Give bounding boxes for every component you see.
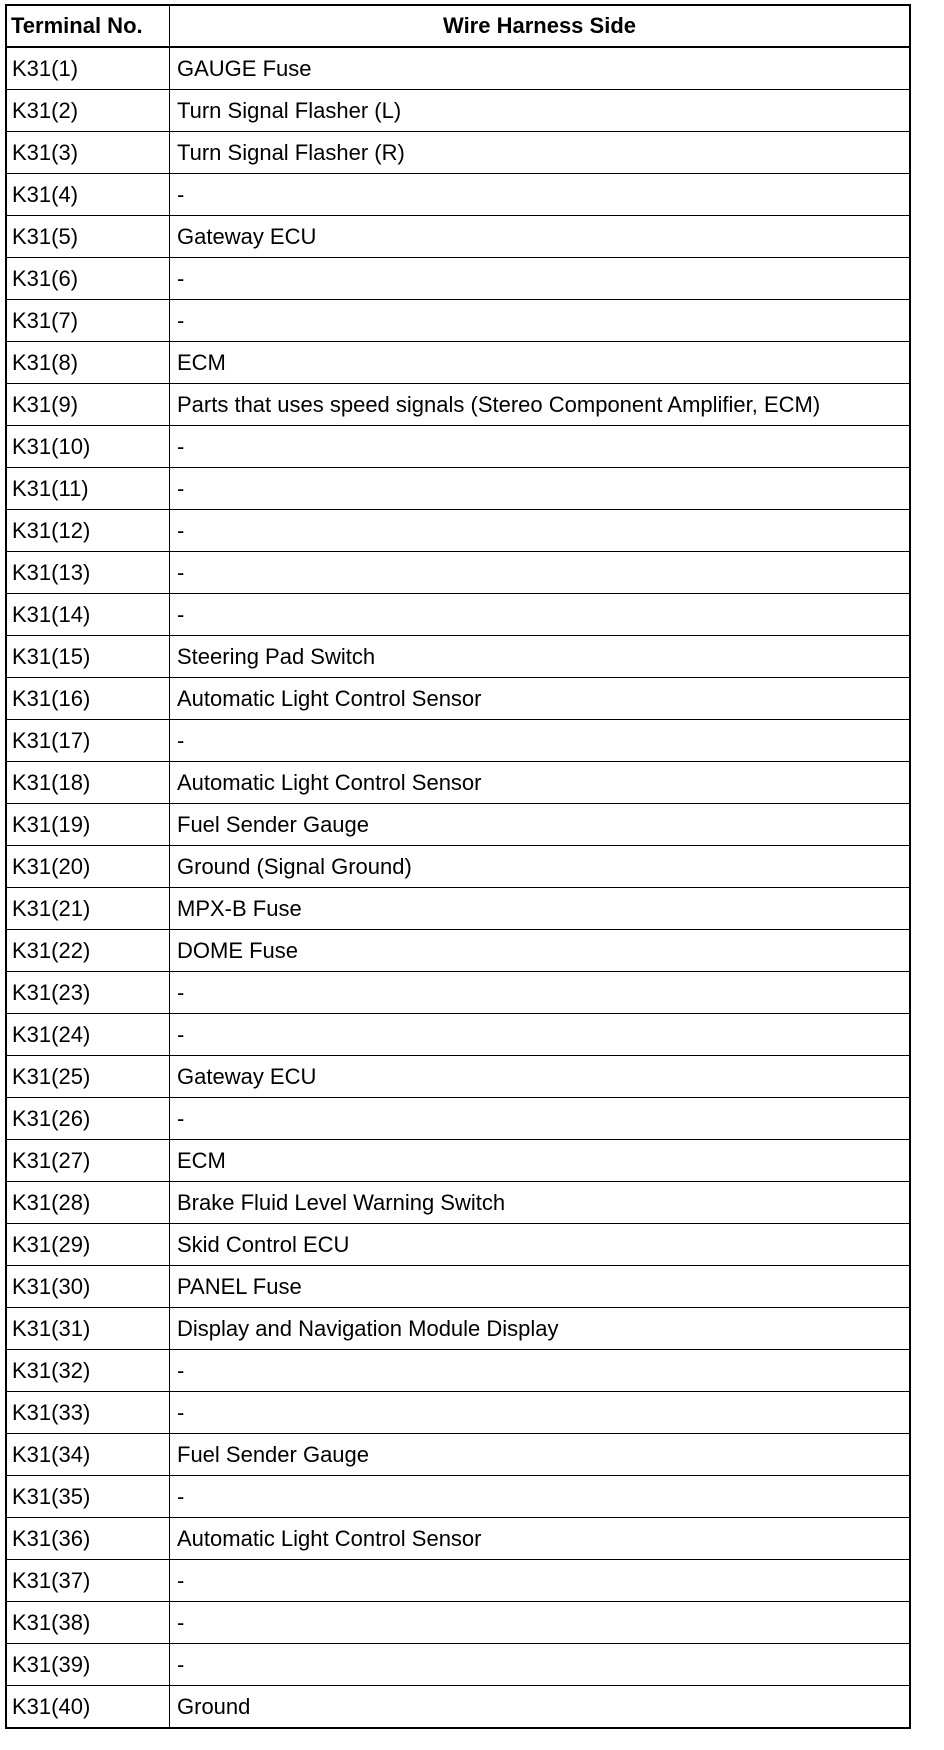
wire-harness-cell: - — [177, 1651, 185, 1677]
terminal-cell: K31(39) — [7, 1644, 170, 1685]
terminal-cell: K31(13) — [7, 552, 170, 593]
wire-harness-cell: Automatic Light Control Sensor — [177, 769, 482, 795]
wire-harness-cell: GAUGE Fuse — [177, 55, 312, 81]
table-row — [7, 510, 909, 552]
wire-harness-cell: Gateway ECU — [177, 1063, 317, 1089]
table-row — [7, 1644, 909, 1686]
table-row — [7, 762, 909, 804]
table-row — [7, 1056, 909, 1098]
terminal-cell: K31(29) — [7, 1224, 170, 1265]
terminal-cell: K31(20) — [7, 846, 170, 887]
terminal-cell: K31(10) — [7, 426, 170, 467]
table-row — [7, 426, 909, 468]
table-row — [7, 90, 909, 132]
table-row — [7, 1560, 909, 1602]
terminal-cell: K31(34) — [7, 1434, 170, 1475]
terminal-cell: K31(18) — [7, 762, 170, 803]
terminal-cell: K31(11) — [7, 468, 170, 509]
wire-harness-cell: - — [177, 307, 185, 333]
terminal-cell: K31(5) — [7, 216, 170, 257]
table-row — [7, 636, 909, 678]
terminal-cell: K31(31) — [7, 1308, 170, 1349]
wire-harness-cell: Automatic Light Control Sensor — [177, 1525, 482, 1551]
table-row — [7, 1434, 909, 1476]
table-row — [7, 216, 909, 258]
table-row — [7, 1518, 909, 1560]
terminal-cell: K31(36) — [7, 1518, 170, 1559]
wire-harness-cell: Fuel Sender Gauge — [177, 811, 370, 837]
terminal-cell: K31(27) — [7, 1140, 170, 1181]
table-row — [7, 552, 909, 594]
table-row — [7, 720, 909, 762]
table-row — [7, 300, 909, 342]
table-row — [7, 258, 909, 300]
table-row — [7, 1392, 909, 1434]
wire-harness-cell: - — [177, 1021, 185, 1047]
terminal-cell: K31(32) — [7, 1350, 170, 1391]
wire-harness-cell: PANEL Fuse — [177, 1273, 302, 1299]
table-row — [7, 930, 909, 972]
wire-harness-cell: Display and Navigation Module Display — [177, 1315, 559, 1341]
terminal-cell: K31(38) — [7, 1602, 170, 1643]
header-wire-harness-side: Wire Harness Side — [443, 13, 636, 38]
terminal-cell: K31(9) — [7, 384, 170, 425]
wire-harness-cell: - — [177, 1399, 185, 1425]
terminal-cell: K31(40) — [7, 1686, 170, 1727]
terminal-cell: K31(7) — [7, 300, 170, 341]
wire-harness-cell: Parts that uses speed signals (Stereo Component Amplifier, ECM) — [177, 391, 821, 417]
wire-harness-cell: - — [177, 559, 185, 585]
table-body — [7, 48, 909, 1727]
terminal-cell: K31(28) — [7, 1182, 170, 1223]
wire-harness-cell: Ground — [177, 1693, 251, 1719]
table-row — [7, 1182, 909, 1224]
table-row — [7, 1476, 909, 1518]
table-row — [7, 1014, 909, 1056]
table-header-row — [7, 6, 909, 48]
terminal-cell: K31(30) — [7, 1266, 170, 1307]
terminal-cell: K31(25) — [7, 1056, 170, 1097]
wire-harness-cell: - — [177, 727, 185, 753]
wire-harness-cell: Fuel Sender Gauge — [177, 1441, 370, 1467]
wire-harness-cell: - — [177, 1357, 185, 1383]
table-row — [7, 384, 909, 426]
terminal-cell: K31(4) — [7, 174, 170, 215]
terminal-cell: K31(16) — [7, 678, 170, 719]
terminal-cell: K31(2) — [7, 90, 170, 131]
table-row — [7, 678, 909, 720]
wire-harness-cell: Automatic Light Control Sensor — [177, 685, 482, 711]
wire-harness-cell: Turn Signal Flasher (R) — [177, 139, 405, 165]
wire-harness-cell: ECM — [177, 1147, 226, 1173]
wire-harness-cell: DOME Fuse — [177, 937, 299, 963]
table-row — [7, 1266, 909, 1308]
table-row — [7, 48, 909, 90]
terminal-cell: K31(24) — [7, 1014, 170, 1055]
table-row — [7, 1686, 909, 1727]
table-row — [7, 804, 909, 846]
wire-harness-cell: - — [177, 1609, 185, 1635]
wire-harness-cell: Steering Pad Switch — [177, 643, 376, 669]
terminal-cell: K31(26) — [7, 1098, 170, 1139]
terminal-cell: K31(37) — [7, 1560, 170, 1601]
terminal-cell: K31(14) — [7, 594, 170, 635]
table-row — [7, 342, 909, 384]
table-row — [7, 132, 909, 174]
terminal-cell: K31(19) — [7, 804, 170, 845]
wire-harness-cell: - — [177, 1483, 185, 1509]
terminal-cell: K31(1) — [7, 48, 170, 89]
wire-harness-cell: - — [177, 1567, 185, 1593]
header-terminal-no: Terminal No. — [7, 6, 170, 46]
table-row — [7, 888, 909, 930]
table-row — [7, 1350, 909, 1392]
terminal-table — [5, 4, 911, 1729]
wire-harness-cell: - — [177, 517, 185, 543]
terminal-cell: K31(15) — [7, 636, 170, 677]
wire-harness-cell: - — [177, 433, 185, 459]
terminal-cell: K31(23) — [7, 972, 170, 1013]
table-row — [7, 1602, 909, 1644]
wire-harness-cell: - — [177, 475, 185, 501]
terminal-cell: K31(22) — [7, 930, 170, 971]
terminal-cell: K31(33) — [7, 1392, 170, 1433]
terminal-cell: K31(3) — [7, 132, 170, 173]
wire-harness-cell: - — [177, 1105, 185, 1131]
wire-harness-cell: Brake Fluid Level Warning Switch — [177, 1189, 506, 1215]
terminal-cell: K31(6) — [7, 258, 170, 299]
wire-harness-cell: MPX-B Fuse — [177, 895, 302, 921]
table-row — [7, 972, 909, 1014]
wire-harness-cell: Gateway ECU — [177, 223, 317, 249]
table-row — [7, 468, 909, 510]
table-row — [7, 1224, 909, 1266]
wire-harness-cell: Turn Signal Flasher (L) — [177, 97, 402, 123]
wire-harness-cell: - — [177, 265, 185, 291]
table-row — [7, 1308, 909, 1350]
table-row — [7, 594, 909, 636]
terminal-cell: K31(12) — [7, 510, 170, 551]
terminal-cell: K31(21) — [7, 888, 170, 929]
wire-harness-cell: - — [177, 181, 185, 207]
wire-harness-cell: - — [177, 979, 185, 1005]
wire-harness-cell: ECM — [177, 349, 226, 375]
table-row — [7, 1098, 909, 1140]
terminal-cell: K31(35) — [7, 1476, 170, 1517]
wire-harness-cell: Skid Control ECU — [177, 1231, 350, 1257]
table-row — [7, 174, 909, 216]
wire-harness-cell: - — [177, 601, 185, 627]
terminal-cell: K31(8) — [7, 342, 170, 383]
table-row — [7, 846, 909, 888]
table-row — [7, 1140, 909, 1182]
terminal-cell: K31(17) — [7, 720, 170, 761]
wire-harness-cell: Ground (Signal Ground) — [177, 853, 412, 879]
